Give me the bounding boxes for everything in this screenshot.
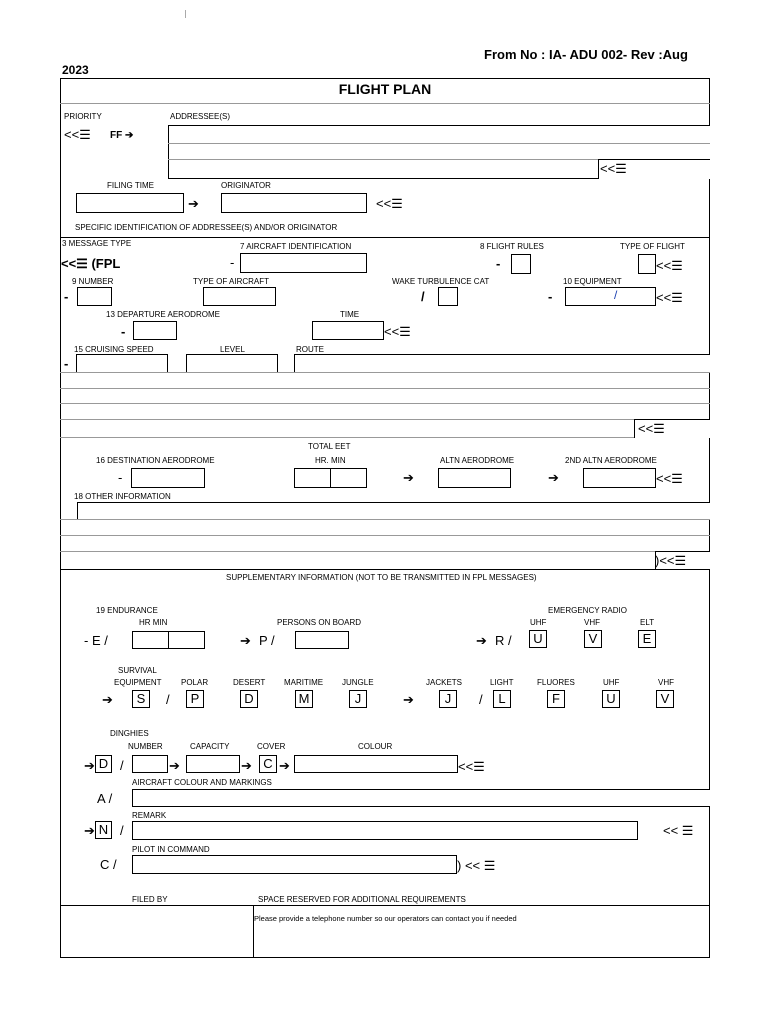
remark-end-mark: << ☰ [663, 823, 694, 838]
jackets-checkbox[interactable]: J [439, 690, 457, 708]
filed-vertical-divider [253, 905, 254, 958]
survival-label: SURVIVAL [118, 666, 157, 675]
dinghies-arrow: ➔ [84, 758, 95, 773]
light-checkbox[interactable]: L [493, 690, 511, 708]
remark-n-checkbox[interactable]: N [95, 821, 112, 839]
persons-field[interactable] [295, 631, 349, 649]
other-info-label: 18 OTHER INFORMATION [74, 492, 171, 501]
departure-dash: - [121, 324, 126, 339]
filing-time-field[interactable] [76, 193, 184, 213]
space-reserved-label: SPACE RESERVED FOR ADDITIONAL REQUIREMENTS [258, 895, 466, 904]
route-line-1 [60, 372, 710, 373]
endurance-label: 19 ENDURANCE [96, 606, 158, 615]
jungle-checkbox[interactable]: J [349, 690, 367, 708]
priority-label: PRIORITY [64, 112, 102, 121]
maritime-label: MARITIME [284, 678, 324, 687]
remark-label: REMARK [132, 811, 167, 820]
speed-dash: - [64, 356, 69, 371]
flight-rules-field[interactable] [511, 254, 531, 274]
remark-slash: / [120, 823, 124, 838]
supplementary-label: SUPPLEMENTARY INFORMATION (NOT TO BE TRANSMITTED IN FPL MESSAGES) [226, 573, 537, 582]
section-divider-2 [60, 569, 710, 570]
flight-rules-label: 8 FLIGHT RULES [480, 242, 544, 251]
title-divider [60, 103, 710, 104]
aircraft-id-label: 7 AIRCRAFT IDENTIFICATION [240, 242, 352, 251]
equipment-slash: / [614, 288, 618, 302]
route-label: ROUTE [296, 345, 324, 354]
filing-arrow: ➔ [188, 196, 199, 211]
route-line-5 [60, 437, 710, 438]
vhf-label: VHF [584, 618, 600, 627]
vhf-2-label: VHF [658, 678, 674, 687]
dinghies-slash: / [120, 758, 124, 773]
filed-by-label: FILED BY [132, 895, 168, 904]
originator-label: ORIGINATOR [221, 181, 271, 190]
desert-checkbox[interactable]: D [240, 690, 258, 708]
cover-arrow: ➔ [241, 758, 252, 773]
specific-id-label: SPECIFIC IDENTIFICATION OF ADDRESSEE(S) AND/OR ORIGINATOR [75, 223, 338, 232]
other-info-field[interactable] [77, 502, 710, 520]
jungle-label: JUNGLE [342, 678, 374, 687]
other-line-3 [60, 551, 710, 552]
din-number-label: NUMBER [128, 742, 163, 751]
total-eet-label: TOTAL EET [308, 442, 351, 451]
emergency-radio-label: EMERGENCY RADIO [548, 606, 627, 615]
destination-dash: - [118, 470, 123, 485]
radio-arrow: ➔ [476, 633, 487, 648]
addressee-line-1 [168, 143, 710, 144]
addressee-label: ADDRESSEE(S) [170, 112, 231, 121]
destination-field[interactable] [131, 468, 205, 488]
level-label: LEVEL [220, 345, 245, 354]
total-eet-divider [330, 468, 331, 488]
altn-label: ALTN AERODROME [440, 456, 515, 465]
time-label: TIME [340, 310, 360, 319]
capacity-label: CAPACITY [190, 742, 230, 751]
wake-slash: / [421, 289, 425, 304]
wake-turbulence-label: WAKE TURBULENCE CAT [392, 277, 490, 286]
polar-checkbox[interactable]: P [186, 690, 204, 708]
addressee-end-mark: <<☰ [600, 161, 627, 176]
type-of-flight-end-mark: <<☰ [656, 258, 683, 273]
telephone-note: Please provide a telephone number so our operators can contact you if needed [254, 914, 517, 923]
persons-label: PERSONS ON BOARD [277, 618, 362, 627]
aircraft-id-dash: - [230, 255, 235, 270]
route-field[interactable] [294, 354, 710, 373]
dinghies-end-mark: <<☰ [458, 759, 485, 774]
priority-ff: FF ➔ [110, 130, 134, 141]
type-of-flight-label: TYPE OF FLIGHT [620, 242, 685, 251]
pilot-end-mark: ) << ☰ [457, 858, 496, 873]
type-of-aircraft-field[interactable] [203, 287, 276, 306]
pilot-prefix: C / [100, 857, 117, 872]
dinghies-label: DINGHIES [110, 729, 149, 738]
second-altn-arrow: ➔ [548, 470, 559, 485]
hr-min-label: HR. MIN [315, 456, 346, 465]
dinghies-number-field[interactable] [132, 755, 168, 773]
aircraft-colour-field[interactable] [132, 789, 710, 807]
survival-slash: / [166, 692, 170, 707]
cruising-speed-label: 15 CRUISING SPEED [74, 345, 154, 354]
equipment-dash: - [548, 289, 553, 304]
capacity-arrow: ➔ [169, 758, 180, 773]
filing-time-label: FILING TIME [107, 181, 154, 190]
pilot-label: PILOT IN COMMAND [132, 845, 210, 854]
endurance-divider [168, 631, 169, 649]
cruising-speed-field[interactable] [76, 354, 168, 373]
uhf-label: UHF [530, 618, 547, 627]
altn-arrow: ➔ [403, 470, 414, 485]
originator-end-mark: <<☰ [376, 196, 403, 211]
aircraft-colour-prefix: A / [97, 791, 113, 806]
colour-field[interactable] [294, 755, 458, 773]
uhf-2-checkbox[interactable]: U [602, 690, 620, 708]
form-year: 2023 [62, 63, 89, 77]
type-of-aircraft-label: TYPE OF AIRCRAFT [193, 277, 270, 286]
level-field[interactable] [186, 354, 278, 373]
survival-s-checkbox[interactable]: S [132, 690, 150, 708]
route-end-mark: <<☰ [638, 421, 665, 436]
endurance-prefix: - E / [84, 633, 108, 648]
equipment-label: 10 EQUIPMENT [563, 277, 622, 286]
equipment-field[interactable] [565, 287, 656, 306]
wake-turbulence-field[interactable] [438, 287, 458, 306]
maritime-checkbox[interactable]: M [295, 690, 313, 708]
dinghies-d-checkbox[interactable]: D [95, 755, 112, 773]
number-label: 9 NUMBER [72, 277, 114, 286]
originator-field[interactable] [221, 193, 367, 213]
flight-rules-dash: - [496, 256, 501, 271]
light-label: LIGHT [490, 678, 514, 687]
cover-label: COVER [257, 742, 286, 751]
pilot-field[interactable] [132, 855, 457, 874]
radio-prefix: R / [495, 633, 512, 648]
colour-arrow: ➔ [279, 758, 290, 773]
section-divider-1 [60, 237, 710, 238]
persons-arrow: ➔ [240, 633, 251, 648]
vhf-checkbox[interactable]: V [584, 630, 602, 648]
type-of-flight-field[interactable] [638, 254, 656, 274]
time-end-mark: <<☰ [384, 324, 411, 339]
colour-label: COLOUR [358, 742, 393, 751]
aircraft-id-field[interactable] [240, 253, 367, 273]
departure-field[interactable] [133, 321, 177, 340]
filed-by-field[interactable] [61, 906, 252, 957]
elt-label: ELT [640, 618, 655, 627]
aircraft-colour-label: AIRCRAFT COLOUR AND MARKINGS [132, 778, 272, 787]
time-field[interactable] [312, 321, 384, 340]
form-number: From No : IA- ADU 002- Rev :Aug [484, 47, 688, 62]
other-line-2 [60, 535, 710, 536]
capacity-field[interactable] [186, 755, 240, 773]
other-line-1 [60, 519, 710, 520]
second-altn-label: 2ND ALTN AERODROME [565, 456, 657, 465]
fpl-open: <<☰ (FPL [61, 256, 121, 271]
route-line-3 [60, 403, 710, 404]
equipment-end-mark: <<☰ [656, 290, 683, 305]
remark-field[interactable] [132, 821, 638, 840]
equipment-2-label: EQUIPMENT [114, 678, 162, 687]
fluores-label: FLUORES [537, 678, 575, 687]
persons-prefix: P / [259, 633, 275, 648]
jackets-slash: / [479, 692, 483, 707]
message-type-label: 3 MESSAGE TYPE [62, 239, 132, 248]
vhf-2-checkbox[interactable]: V [656, 690, 674, 708]
survival-arrow: ➔ [102, 692, 113, 707]
number-field[interactable] [77, 287, 112, 306]
number-dash: - [64, 289, 69, 304]
elt-checkbox[interactable]: E [638, 630, 656, 648]
cover-c-checkbox[interactable]: C [259, 755, 277, 773]
desert-label: DESERT [233, 678, 266, 687]
jackets-arrow: ➔ [403, 692, 414, 707]
departure-label: 13 DEPARTURE AERODROME [106, 310, 220, 319]
second-altn-end-mark: <<☰ [656, 471, 683, 486]
page-title: FLIGHT PLAN [338, 81, 432, 97]
destination-label: 16 DESTINATION AERODROME [96, 456, 215, 465]
other-end-mark: )<<☰ [655, 553, 687, 568]
uhf-checkbox[interactable]: U [529, 630, 547, 648]
uhf-2-label: UHF [603, 678, 620, 687]
priority-end-mark: <<☰ [64, 127, 91, 142]
altn-field[interactable] [438, 468, 511, 488]
route-line-2 [60, 388, 710, 389]
jackets-label: JACKETS [426, 678, 463, 687]
fluores-checkbox[interactable]: F [547, 690, 565, 708]
route-line-4 [60, 419, 710, 420]
top-mark [185, 10, 186, 18]
polar-label: POLAR [181, 678, 209, 687]
hr-min-2-label: HR MIN [139, 618, 168, 627]
remark-arrow: ➔ [84, 823, 95, 838]
second-altn-field[interactable] [583, 468, 656, 488]
